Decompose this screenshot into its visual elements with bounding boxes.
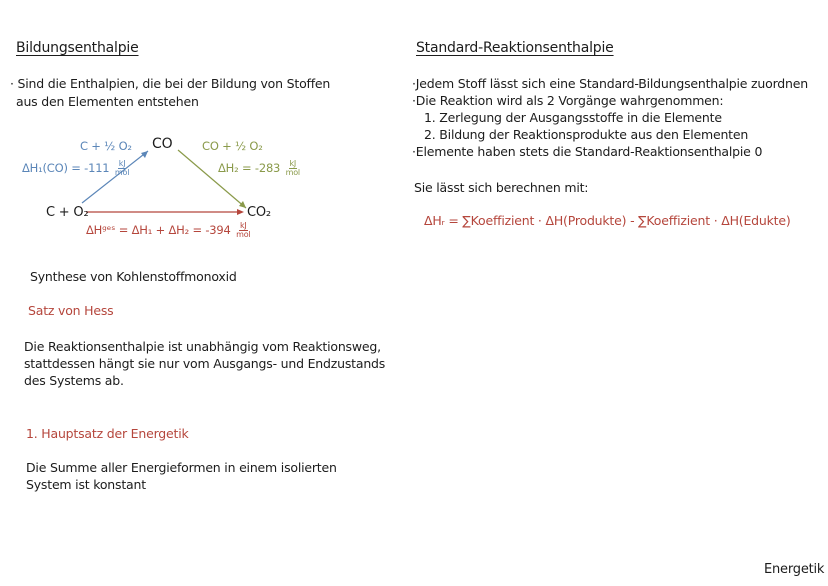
heading-bildungsenthalpie: Bildungsenthalpie	[16, 40, 139, 56]
unit-kj: kJ	[289, 159, 297, 168]
unit-mol: mol	[285, 168, 300, 177]
arrow-co-to-co2	[178, 150, 246, 208]
right-step-equation: CO + ½ O₂	[202, 139, 263, 153]
hess-line-1: Die Reaktionsenthalpie ist unabhängig vom Reaktionsweg,	[24, 339, 381, 354]
bullet-definition-cont: aus den Elementen entstehen	[16, 94, 199, 109]
unit-kj: kJ	[118, 159, 126, 168]
calc-intro: Sie lässt sich berechnen mit:	[414, 180, 589, 195]
right-line-3: 1. Zerlegung der Ausgangsstoffe in die Elemente	[424, 110, 722, 125]
right-line-1: ·Jedem Stoff lässt sich eine Standard-Bildungsenthalpie zuordnen	[412, 76, 808, 91]
diagram-caption: Synthese von Kohlenstoffmonoxid	[30, 269, 237, 284]
total-enthalpy	[86, 222, 250, 239]
right-line-4: 2. Bildung der Reaktionsprodukte aus den Elementen	[424, 127, 749, 142]
footer-topic: Energetik	[764, 562, 825, 577]
hess-line-2: stattdessen hängt sie nur vom Ausgangs- und Endzustands	[24, 356, 386, 371]
bullet-definition: · Sind die Enthalpien, die bei der Bildung von Stoffen	[10, 76, 331, 91]
unit-mol: mol	[114, 168, 130, 177]
hess-line-3: des Systems ab.	[24, 373, 124, 388]
arrow-c-to-co	[82, 151, 148, 203]
left-step-dh: ΔH₁(CO) = -111	[22, 161, 110, 175]
left-step-enthalpy	[22, 160, 129, 177]
species-reactants: C + O₂	[46, 205, 89, 220]
law-line-2: System ist konstant	[26, 477, 146, 492]
law-title: 1. Hauptsatz der Energetik	[26, 426, 189, 441]
heading-standard-reaktionsenthalpie: Standard-Reaktionsenthalpie	[416, 40, 614, 56]
formula-reaction-enthalpy: ΔHᵣ = ∑Koeffizient · ΔH(Produkte) - ∑Koeffizient · ΔH(Edukte)	[424, 213, 791, 228]
unit-kj: kJ	[239, 221, 247, 230]
unit-mol: mol	[236, 230, 251, 239]
right-step-enthalpy	[218, 160, 300, 177]
species-co: CO	[152, 136, 173, 152]
law-line-1: Die Summe aller Energieformen in einem isolierten	[26, 460, 337, 475]
species-co2: CO₂	[247, 205, 271, 220]
right-step-dh: ΔH₂ = -283	[218, 161, 281, 175]
total-dh: ΔHᵍᵉˢ = ΔH₁ + ΔH₂ = -394	[86, 223, 231, 237]
left-step-equation: C + ½ O₂	[80, 139, 132, 153]
right-line-5: ·Elemente haben stets die Standard-Reaktionsenthalpie 0	[412, 144, 763, 159]
right-line-2: ·Die Reaktion wird als 2 Vorgänge wahrgenommen:	[412, 93, 724, 108]
hess-title: Satz von Hess	[28, 303, 114, 318]
